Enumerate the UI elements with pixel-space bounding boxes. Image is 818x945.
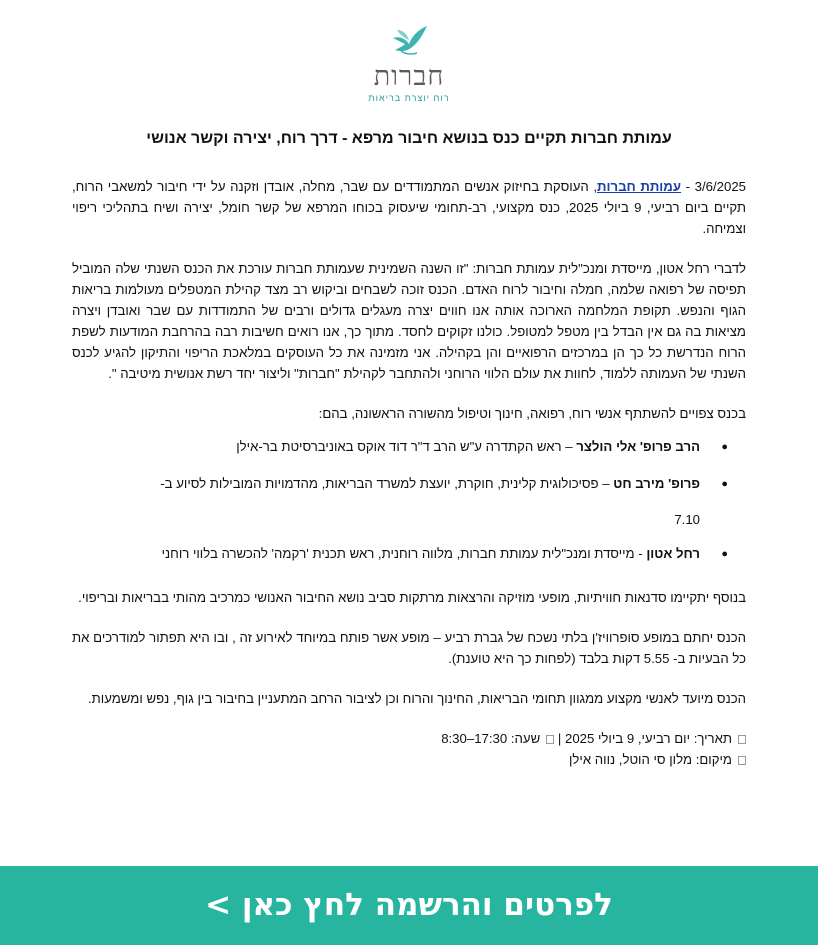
article (72, 128, 746, 770)
date-label: תאריך: (693, 731, 732, 746)
event-location (72, 749, 746, 770)
dove-icon (387, 24, 431, 60)
audience-paragraph: הכנס מיועד לאנשי מקצוע ממגוון תחומי הבריאות, החינוך והרוח וכן לציבור הרחב המתעניין בחיבור בין גוף, נפש ומשמעות. (88, 691, 746, 706)
speakers-intro: בכנס צפויים להשתתף אנשי רוח, רפואה, חינוך וטיפול מהשורה הראשונה, בהם: (318, 406, 746, 421)
speaker-item (72, 474, 746, 530)
extra-paragraph: בנוסף יתקיימו סדנאות חוויתיות, מופעי מוזיקה והרצאות מרתקות סביב נושא החיבור האנושי כמרכיב מהותי בבריאות ובריפוי. (78, 590, 746, 605)
speaker-name: פרופ' מירב חט (613, 476, 700, 491)
speaker-name: רחל אטון (646, 546, 700, 561)
clock-icon (546, 735, 554, 744)
intro-date: 3/6/2025 - (681, 179, 746, 194)
bullet-icon: ● (721, 548, 728, 560)
location-value: מלון סי הוטל, נווה אילן (569, 752, 693, 767)
intro-paragraph (72, 176, 746, 239)
speaker-desc: - מייסדת ומנכ"לית עמותת חברות, מלווה רוחנית, ראש תכנית 'רקמה' להכשרה בלווי רוחני (161, 546, 647, 561)
speaker-item (72, 437, 746, 457)
separator: | (557, 731, 562, 746)
date-value: יום רביעי, 9 ביולי 2025 (564, 731, 691, 746)
time-label: שעה: (510, 731, 541, 746)
speakers-list (72, 437, 746, 564)
speaker-desc: – ראש הקתדרה ע"ש הרב ד"ר דוד אוקס באוניברסיטת בר-אילן (236, 439, 577, 454)
bullet-icon: ● (721, 441, 728, 453)
register-button[interactable]: לפרטים והרשמה לחץ כאן > (0, 866, 818, 945)
logo-name: חברות (373, 61, 445, 92)
logo (0, 24, 818, 114)
location-icon (738, 756, 746, 765)
speaker-desc: – פסיכולוגית קלינית, חוקרת, יועצת למשרד הבריאות, מהדמויות המובילות לסיוע ב- (160, 476, 614, 491)
page-title: עמותת חברות תקיים כנס בנושא חיבור מרפא - דרך רוח, יצירה וקשר אנושי (146, 130, 672, 147)
quote-paragraph: לדברי רחל אטון, מייסדת ומנכ"לית עמותת חברות: "זו השנה השמינית שעמותת חברות עורכת את הכנס השנתי שלה המוביל תפיסה של רפואה שלמה, חמלה וחיבור לרוח האדם. הכנס זוכה לשבחים וביקוש רב מצד קהילת המטפלים מעולמות בריאות הגוף והנפש. תקופת המלחמה הארוכה אותה אנו חווים יצרה מעגלים גדולים ורבים של התמודדות עם שבר ואובדן ויצרה מציאות בה גם אין הבדל בין מטפל למטופל. כולנו זקוקים לחסד. מתוך כך, אנו רואים חשיבות רבה בהרחבת המודעות לשפת הרוח הנדרשת כל כך הן במרכזים הרפואיים והן בקהילה. אני מזמינה את כל העוסקים במלאכת הריפוי והתיקון להגיע לכנס השנתי של העמותה ללמוד, לחוות את עולם הלווי הרוחני ולהתחבר לקהילת "חברות" וליצור יחד רשת אנושית מיטיבה ". (72, 261, 746, 381)
speaker-desc-continued: 7.10 (674, 512, 700, 527)
logo-tagline: רוח יוצרת בריאות (368, 93, 450, 103)
closing-paragraph: הכנס יחתם במופע סופרוויז'ן בלתי נשכח של גברת רביע – מופע אשר פותח במיוחד לאירוע זה , ובו היא תפתור למודרכים את כל הבעיות ב- 5.55 דקות בלבד (לפחות כך היא טוענת). (72, 630, 746, 666)
speaker-name: הרב פרופ' אלי הולצר (576, 439, 700, 454)
location-label: מיקום: (695, 752, 732, 767)
time-value: 8:30–17:30 (441, 731, 508, 746)
intro-text: , העוסקת בחיזוק אנשים המתמודדים עם שבר, מחלה, אובדן וזקנה על ידי חיבור למשאבי הרוח, תקיים ביום רביעי, 9 ביולי 2025, כנס מקצועי, רב-תחומי שיעסוק בכוחו המרפא של קשר חומל, יצירה ושיח בתהליכי ריפוי וצמיחה. (72, 179, 747, 236)
org-link[interactable]: עמותת חברות (597, 179, 682, 194)
speaker-item (72, 544, 746, 564)
calendar-icon (738, 735, 746, 744)
bullet-icon: ● (721, 478, 728, 490)
event-date-time (72, 728, 746, 749)
